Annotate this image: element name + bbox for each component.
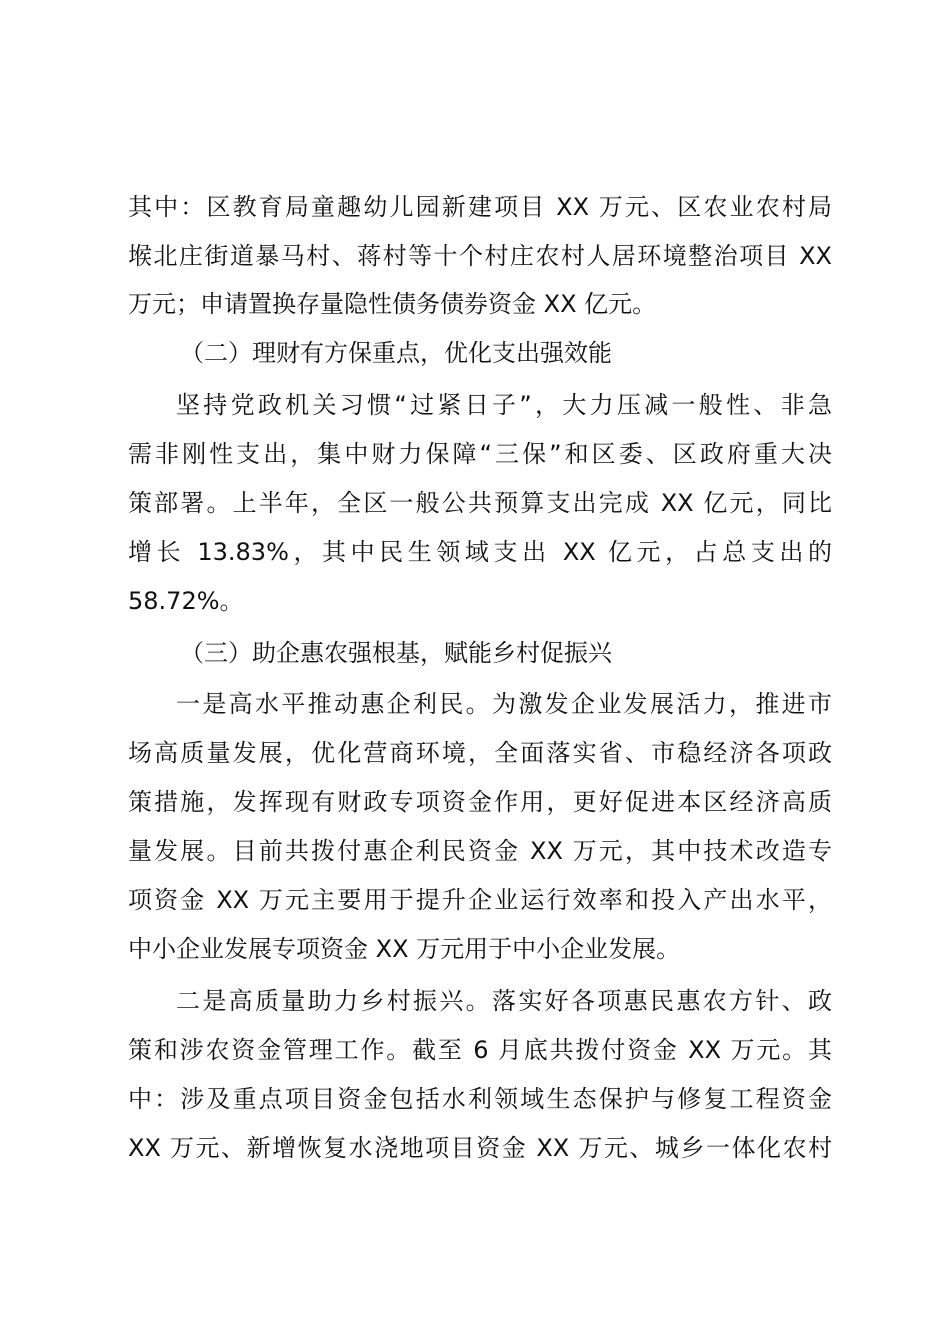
text-line: 万元；申请置换存量隐性债务债券资金 XX 亿元。	[128, 290, 657, 318]
text-line: 项资金 XX 万元主要用于提升企业运行效率和投入产出水平，	[128, 886, 832, 914]
text-line: 需非刚性支出，集中财力保障“三保”和区委、区政府重大决	[128, 440, 832, 468]
text-line: 策和涉农资金管理工作。截至 6 月底共拨付资金 XX 万元。其	[128, 1036, 832, 1064]
text-line: 中小企业发展专项资金 XX 万元用于中小企业发展。	[128, 935, 681, 963]
text-line: 58.72%。	[128, 587, 244, 615]
text-line: 策措施，发挥现有财政专项资金作用，更好促进本区经济高质	[128, 788, 832, 816]
text-line: XX 万元、新增恢复水浇地项目资金 XX 万元、城乡一体化农村	[128, 1134, 832, 1162]
section-heading: （二）理财有方保重点，优化支出强效能	[180, 339, 612, 367]
text-line: 其中：区教育局童趣幼儿园新建项目 XX 万元、区农业农村局	[128, 193, 832, 221]
text-line: 策部署。上半年，全区一般公共预算支出完成 XX 亿元，同比	[128, 489, 832, 517]
text-line: 堠北庄街道暴马村、蒋村等十个村庄农村人居环境整治项目 XX	[128, 242, 832, 270]
text-line: 一是高水平推动惠企利民。为激发企业发展活力，推进市	[176, 690, 832, 718]
text-line: 量发展。目前共拨付惠企利民资金 XX 万元，其中技术改造专	[128, 837, 832, 865]
text-line: 场高质量发展，优化营商环境，全面落实省、市稳经济各项政	[128, 739, 832, 767]
text-line: 增长 13.83%，其中民生领域支出 XX 亿元，占总支出的	[128, 538, 832, 566]
text-line: 坚持党政机关习惯“过紧日子”，大力压减一般性、非急	[176, 391, 832, 419]
text-line: 中：涉及重点项目资金包括水利领域生态保护与修复工程资金	[128, 1085, 832, 1113]
section-heading: （三）助企惠农强根基，赋能乡村促振兴	[180, 639, 612, 667]
text-line: 二是高质量助力乡村振兴。落实好各项惠民惠农方针、政	[176, 987, 832, 1015]
